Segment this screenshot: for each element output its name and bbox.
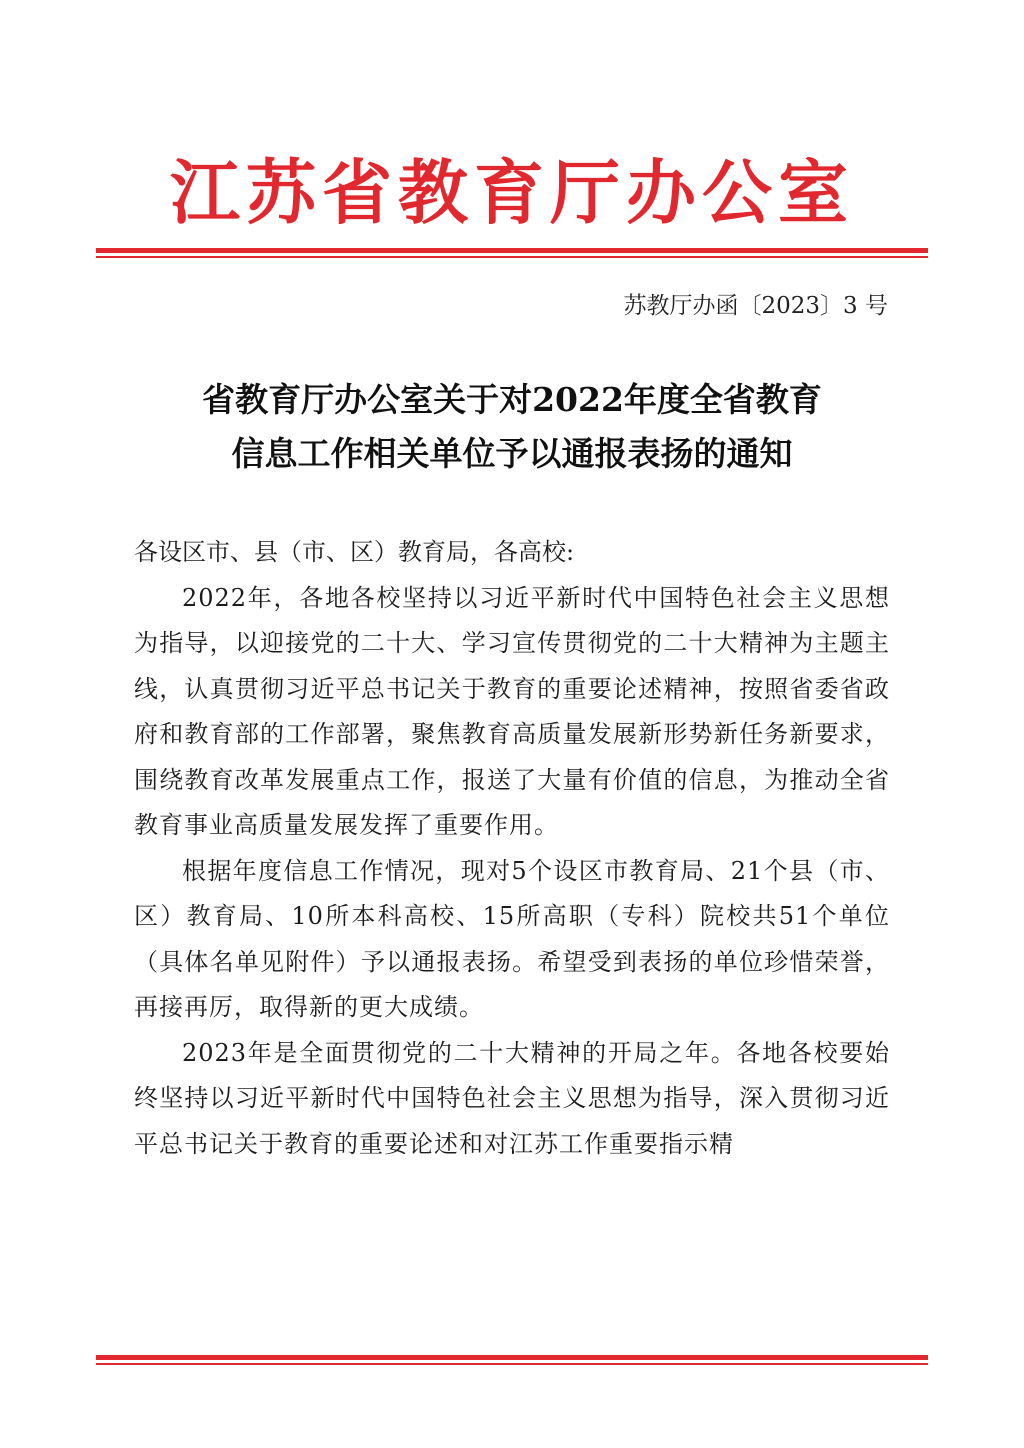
header-red-rule bbox=[96, 248, 928, 258]
document-body bbox=[134, 530, 890, 1167]
body-paragraph-1: 2022年，各地各校坚持以习近平新时代中国特色社会主义思想为指导，以迎接党的二十大、学习宣传贯彻党的二十大精神为主题主线，认真贯彻习近平总书记关于教育的重要论述精神，按照省委省政府和教育部的工作部署，聚焦教育高质量发展新形势新任务新要求，围绕教育改革发展重点工作，报送了大量有价值的信息，为推动全省教育事业高质量发展发挥了重要作用。 bbox=[134, 583, 890, 839]
salutation: 各设区市、县（市、区）教育局，各高校: bbox=[134, 538, 575, 566]
body-paragraph-2: 根据年度信息工作情况，现对5个设区市教育局、21个县（市、区）教育局、10所本科高校、15所高职（专科）院校共51个单位（具体名单见附件）予以通报表扬。希望受到表扬的单位珍惜荣誉，再接再厉，取得新的更大成绩。 bbox=[134, 856, 890, 1021]
document-title-line-2: 信息工作相关单位予以通报表扬的通知 bbox=[231, 434, 793, 473]
document-title-line-1: 省教育厅办公室关于对2022年度全省教育 bbox=[202, 380, 822, 419]
document-title bbox=[0, 373, 1024, 481]
document-number: 苏教厅办函〔2023〕3 号 bbox=[623, 293, 888, 319]
issuing-organization-header: 江苏省教育厅办公室 bbox=[170, 151, 854, 234]
body-paragraph-3: 2023年是全面贯彻党的二十大精神的开局之年。各地各校要始终坚持以习近平新时代中国特色社会主义思想为指导，深入贯彻习近平总书记关于教育的重要论述和对江苏工作重要指示精 bbox=[134, 1038, 890, 1158]
footer-red-rule bbox=[96, 1355, 928, 1365]
